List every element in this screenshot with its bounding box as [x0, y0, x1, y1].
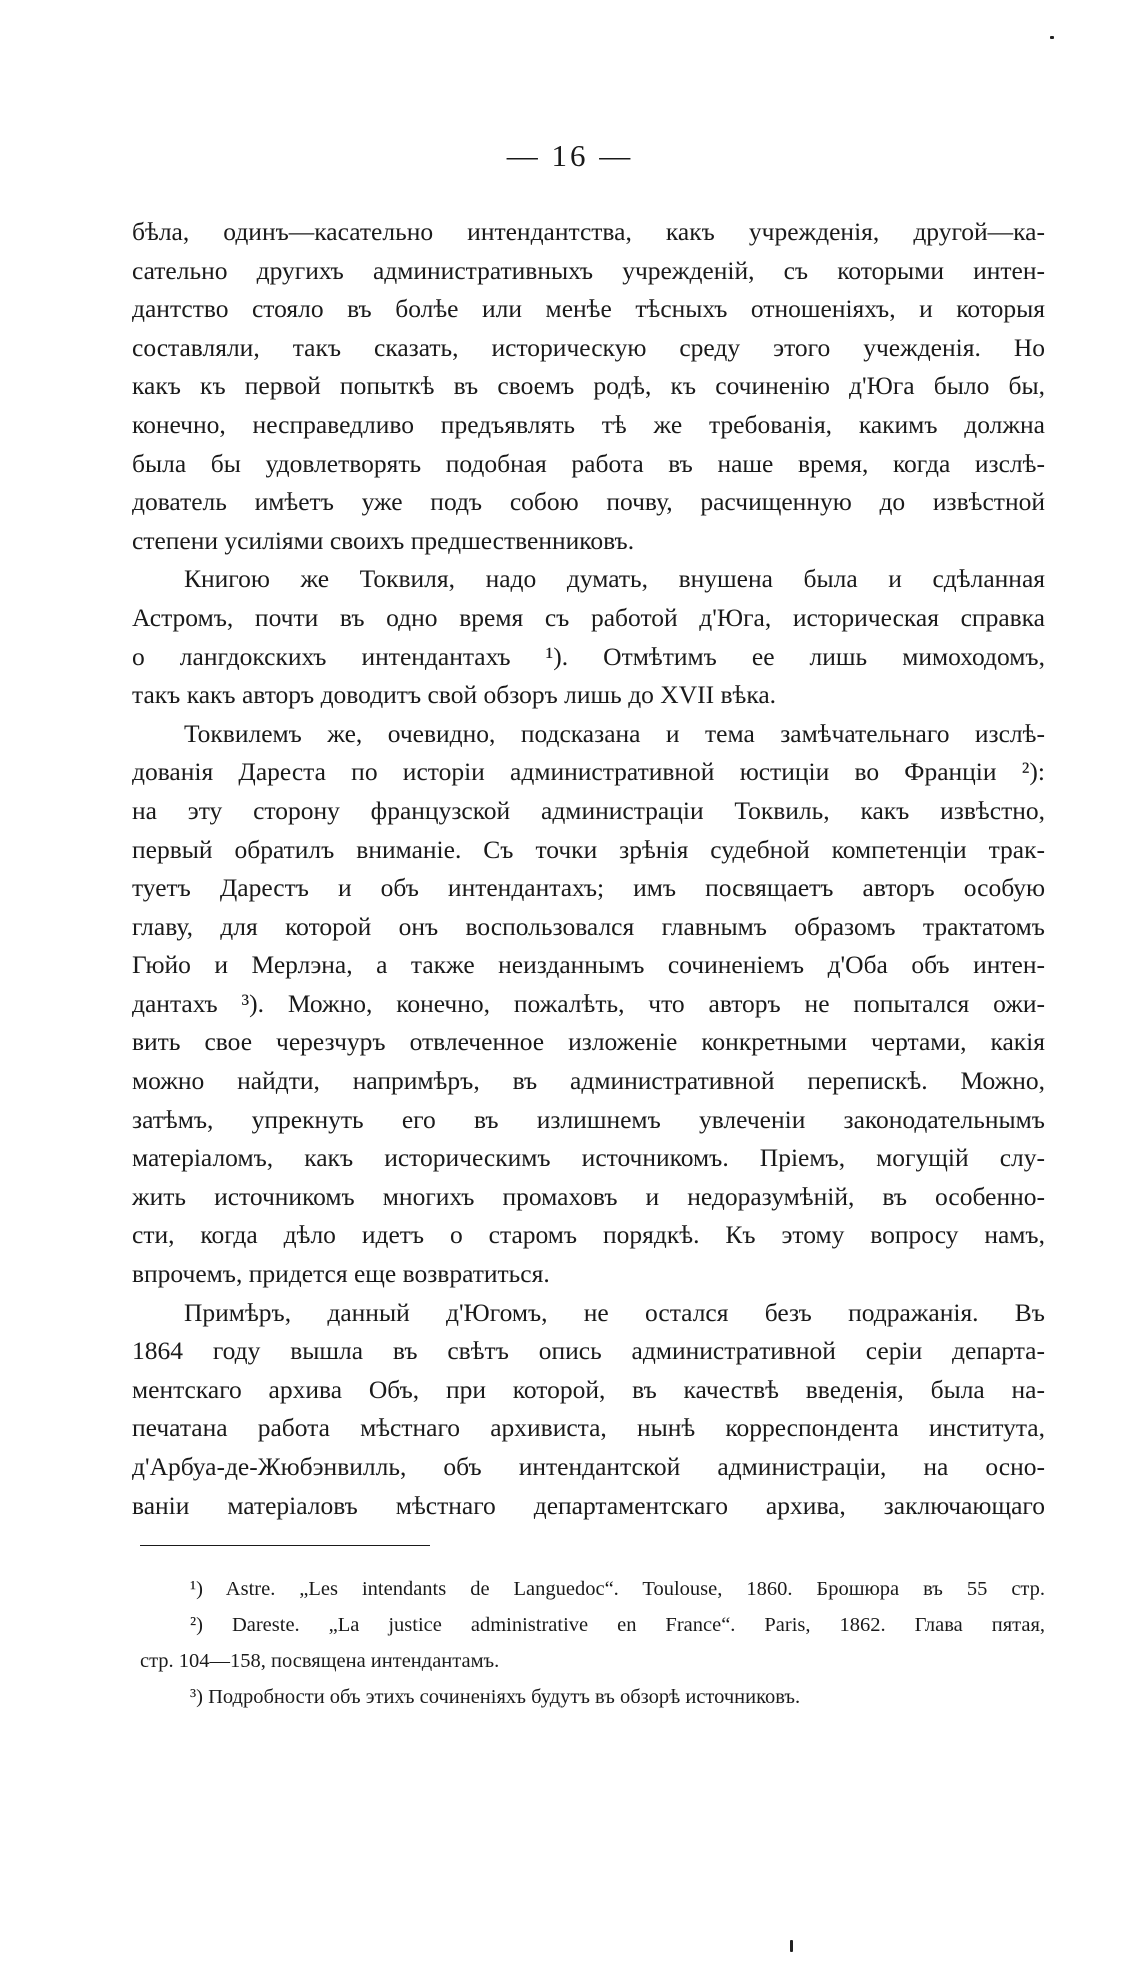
text-line: о лангдокскихъ интендантахъ ¹). Отмѣтимъ ее лишь мимоходомъ,	[132, 641, 1045, 671]
text-line: д'Арбуа-де-Жюбэнвилль, объ интендантской администраціи, на осно-	[132, 1452, 1045, 1481]
text-line: сти, когда дѣло идетъ о старомъ порядкѣ. Къ этому вопросу намъ,	[132, 1220, 1045, 1250]
body-text	[132, 213, 1045, 1525]
text-line: затѣмъ, упрекнуть его въ излишнемъ увлеченіи законодательнымъ	[132, 1104, 1045, 1134]
text-line: составляли, такъ сказать, историческую среду этого учежденія. Но	[132, 332, 1045, 362]
text-line: дантахъ ³). Можно, конечно, пожалѣть, что авторъ не попытался ожи-	[132, 988, 1045, 1018]
footnote-divider	[140, 1545, 430, 1546]
footnote-line: ²) Dareste. „La justice administrative en France“. Paris, 1862. Глава пятая,	[190, 1614, 1045, 1636]
footnotes	[140, 1571, 1045, 1715]
text-line: конечно, несправедливо предъявлять тѣ же требованія, какимъ должна	[132, 409, 1045, 439]
footnote-line: ³) Подробности объ этихъ сочиненіяхъ будутъ въ обзорѣ источниковъ.	[190, 1686, 801, 1708]
text-line: главу, для которой онъ воспользовался главнымъ образомъ трактатомъ	[132, 911, 1045, 941]
text-line: 1864 году вышла въ свѣтъ опись административной серіи департа-	[132, 1336, 1045, 1366]
footnote-line: стр. 104—158, посвящена интендантамъ.	[140, 1650, 500, 1672]
text-line: степени усиліями своихъ предшественниковъ.	[132, 525, 635, 555]
text-line: бѣла, одинъ—касательно интендантства, какъ учрежденія, другой—ка-	[132, 217, 1045, 246]
footnote-line: ¹) Astre. „Les intendants de Languedoc“. Toulouse, 1860. Брошюра въ 55 стр.	[190, 1578, 1045, 1600]
scan-mark	[1050, 36, 1054, 39]
text-line: ваніи матеріаловъ мѣстнаго департаментскаго архива, заключающаго	[132, 1490, 1045, 1520]
text-line: сательно другихъ административныхъ учрежденій, съ которыми интен-	[132, 255, 1045, 285]
text-line: можно найдти, напримѣръ, въ административной перепискѣ. Можно,	[132, 1066, 1045, 1096]
text-line: туетъ Дарестъ и объ интендантахъ; имъ посвящаетъ авторъ особую	[132, 873, 1045, 903]
text-line: печатана работа мѣстнаго архивиста, нынѣ корреспондента института,	[132, 1413, 1045, 1443]
text-line: ментскаго архива Объ, при которой, въ качествѣ введенія, была на-	[132, 1374, 1045, 1404]
page-number: — 16 —	[506, 138, 634, 173]
text-line: Гюйо и Мерлэна, а также неизданнымъ сочиненіемъ д'Оба объ интен-	[132, 950, 1045, 980]
text-line: Токвилемъ же, очевидно, подсказана и тема замѣчательнаго изслѣ-	[184, 718, 1045, 748]
text-line: дованія Дареста по исторіи административной юстиціи во Франціи ²):	[132, 757, 1045, 787]
text-line: матеріаломъ, какъ историческимъ источникомъ. Пріемъ, могущій слу-	[132, 1143, 1045, 1173]
text-line: жить источникомъ многихъ промаховъ и недоразумѣній, въ особенно-	[132, 1181, 1045, 1211]
text-line: Астромъ, почти въ одно время съ работой д'Юга, историческая справка	[132, 602, 1045, 632]
text-line: дователь имѣетъ уже подъ собою почву, расчищенную до извѣстной	[132, 487, 1045, 517]
scan-mark	[790, 1940, 793, 1952]
text-line: была бы удовлетворять подобная работа въ наше время, когда изслѣ-	[132, 448, 1045, 478]
text-line: впрочемъ, придется еще возвратиться.	[132, 1259, 550, 1289]
text-line: на эту сторону французской администраціи Токвиль, какъ извѣстно,	[132, 795, 1045, 825]
text-line: такъ какъ авторъ доводитъ свой обзоръ лишь до XVII вѣка.	[132, 680, 777, 710]
text-line: дантство стояло въ болѣе или менѣе тѣсныхъ отношеніяхъ, и которыя	[132, 294, 1045, 324]
text-line: вить свое черезчуръ отвлеченное изложеніе конкретными чертами, какія	[132, 1027, 1045, 1057]
text-line: первый обратилъ вниманіе. Съ точки зрѣнія судебной компетенціи трак-	[132, 834, 1045, 864]
text-line: Книгою же Токвиля, надо думать, внушена была и сдѣланная	[184, 564, 1045, 594]
text-line: какъ къ первой попыткѣ въ своемъ родѣ, къ сочиненію д'Юга было бы,	[132, 371, 1045, 401]
text-line: Примѣръ, данный д'Югомъ, не остался безъ подражанія. Въ	[184, 1297, 1045, 1327]
